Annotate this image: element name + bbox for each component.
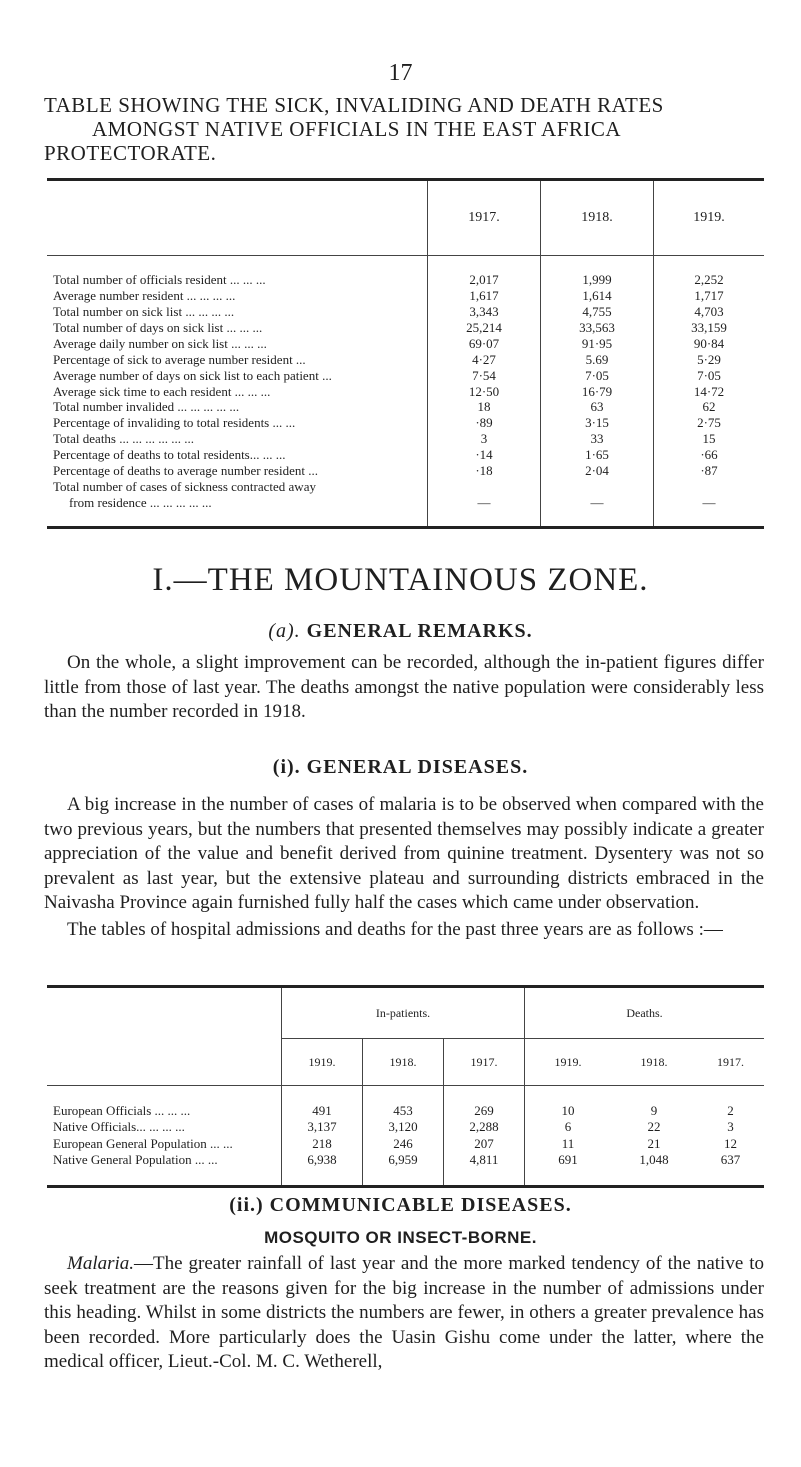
col-header: 1918. — [611, 1039, 697, 1086]
row-label: Total number on sick list ... ... ... ... — [53, 304, 235, 320]
row-label: Average sick time to each resident ... ... ... — [53, 383, 271, 399]
col-header: 1917. — [697, 1039, 764, 1086]
heading-text: GENERAL REMARKS. — [306, 620, 533, 642]
heading-general-remarks — [0, 620, 801, 643]
header-blank — [47, 987, 282, 1086]
cell: 90·84 — [654, 335, 765, 351]
cell: 62 — [654, 399, 765, 415]
row-label: Percentage of sick to average number resident ... — [53, 351, 306, 367]
table-row — [47, 1136, 764, 1153]
officials-rates-table — [47, 178, 764, 529]
table-row — [47, 383, 764, 399]
cell: 1,617 — [428, 288, 541, 304]
cell: 22 — [647, 1119, 661, 1135]
cell: — — [428, 494, 541, 510]
cell: 14·72 — [654, 383, 765, 399]
cell: 33,159 — [654, 320, 765, 336]
cell: 15 — [654, 431, 765, 447]
table-row — [47, 415, 764, 431]
row-label: European General Population ... ... — [53, 1135, 233, 1151]
heading-communicable-diseases: (ii.) COMMUNICABLE DISEASES. — [229, 1194, 572, 1216]
cell: 4,811 — [444, 1152, 525, 1169]
admissions-deaths-table — [47, 985, 764, 1188]
col-header-1917: 1917. — [428, 180, 541, 256]
group-header-deaths: Deaths. — [525, 987, 765, 1039]
row-label: Total number invalided ... ... ... ... ... — [53, 399, 240, 415]
cell: 4,755 — [541, 304, 654, 320]
title-line-2: AMONGST NATIVE OFFICIALS IN THE EAST AFRICA — [92, 117, 622, 141]
col-header: 1919. — [525, 1039, 612, 1086]
cell: 18 — [428, 399, 541, 415]
cell: 1,717 — [654, 288, 765, 304]
title-line-3: PROTECTORATE. — [44, 141, 217, 165]
cell: 1,614 — [541, 288, 654, 304]
cell: 6,959 — [363, 1152, 444, 1169]
cell: 246 — [363, 1136, 444, 1153]
header-blank — [47, 180, 428, 256]
cell: ·66 — [654, 447, 765, 463]
cell: 25,214 — [428, 320, 541, 336]
cell: 9 — [650, 1102, 658, 1118]
paragraph-general-diseases: A big increase in the number of cases of malaria is to be observed when compared with the two previous years, but the numbers that presented themselves may possibly indicate a greater appreciation of the value and benefit derived from quinine treatment. Dysentery was not so prevalent as last year, but the extensive plateau and surrounding districts embraced in the Naivasha Province again furnished fully half the cases which came under observation. — [44, 794, 764, 913]
cell: 6,938 — [282, 1152, 363, 1169]
row-label: from residence ... ... ... ... ... — [69, 494, 212, 510]
table-row — [47, 304, 764, 320]
heading-prefix: (a). — [268, 620, 301, 642]
cell: 16·79 — [541, 383, 654, 399]
cell: 7·05 — [654, 367, 765, 383]
title-line-1: TABLE SHOWING THE SICK, INVALIDING AND DEATH RATES — [44, 93, 664, 117]
col-header: 1917. — [444, 1039, 525, 1086]
table-row — [47, 335, 764, 351]
cell: 1·65 — [541, 447, 654, 463]
cell — [541, 478, 654, 494]
table-row — [47, 494, 764, 510]
table-row — [47, 1119, 764, 1136]
cell: 218 — [282, 1136, 363, 1153]
cell: 3,137 — [282, 1119, 363, 1136]
cell: — — [541, 494, 654, 510]
cell: 2,017 — [428, 272, 541, 288]
table-row — [47, 478, 764, 494]
row-label: Average number of days on sick list to each patient ... — [53, 367, 332, 383]
row-label: Total number of officials resident ... ... ... — [53, 272, 266, 288]
cell: 11 — [525, 1136, 612, 1153]
cell: 10 — [525, 1103, 612, 1120]
cell: 5·29 — [654, 351, 765, 367]
section-heading-zone: I.—THE MOUNTAINOUS ZONE. — [152, 562, 649, 598]
cell: 453 — [363, 1103, 444, 1120]
malaria-lead: Malaria. — [67, 1253, 135, 1274]
group-header-inpatients: In-patients. — [282, 987, 525, 1039]
cell — [654, 478, 765, 494]
row-label: Percentage of invaliding to total residents ... ... — [53, 415, 296, 431]
table-row — [47, 288, 764, 304]
cell: 2·75 — [654, 415, 765, 431]
paragraph-general-remarks: On the whole, a slight improvement can be recorded, although the in-patient figures differ little from those of last year. The deaths amongst the native population were considerably less than the number recorded in 1918. — [44, 652, 764, 722]
table-row — [47, 367, 764, 383]
cell: 7·05 — [541, 367, 654, 383]
cell: 1,999 — [541, 272, 654, 288]
cell: 2,252 — [654, 272, 765, 288]
cell: 6 — [525, 1119, 612, 1136]
cell: — — [654, 494, 765, 510]
paragraph-malaria — [44, 1252, 764, 1375]
heading-general-diseases: (i). GENERAL DISEASES. — [272, 756, 529, 778]
row-label: European Officials ... ... ... — [53, 1102, 191, 1118]
cell: 2,288 — [444, 1119, 525, 1136]
row-label: Percentage of deaths to average number resident ... — [53, 463, 318, 479]
cell: 5.69 — [541, 351, 654, 367]
row-label: Average number resident ... ... ... ... — [53, 288, 236, 304]
cell: 3 — [727, 1119, 734, 1135]
table-row — [47, 1152, 764, 1169]
row-label: Total deaths ... ... ... ... ... ... — [53, 431, 194, 447]
cell: 207 — [444, 1136, 525, 1153]
col-header-1918: 1918. — [541, 180, 654, 256]
cell: 33,563 — [541, 320, 654, 336]
row-label: Percentage of deaths to total residents... ... ... — [53, 447, 286, 463]
row-label: Average daily number on sick list ... ... ... — [53, 335, 267, 351]
cell: 7·54 — [428, 367, 541, 383]
row-label: Native Officials... ... ... ... — [53, 1119, 185, 1135]
row-label: Total number of days on sick list ... ... ... — [53, 320, 263, 335]
cell: ·18 — [428, 463, 541, 479]
cell: 12 — [724, 1135, 737, 1151]
cell: 691 — [525, 1152, 612, 1169]
cell: 3,120 — [363, 1119, 444, 1136]
cell: ·87 — [654, 463, 765, 479]
cell: 637 — [720, 1152, 741, 1168]
cell: 69·07 — [428, 335, 541, 351]
cell: 2 — [727, 1102, 734, 1118]
table-row — [47, 351, 764, 367]
cell: 3 — [428, 431, 541, 447]
cell: ·89 — [428, 415, 541, 431]
table-row — [47, 320, 764, 336]
heading-mosquito-borne: MOSQUITO OR INSECT-BORNE. — [264, 1228, 537, 1247]
cell: 3·15 — [541, 415, 654, 431]
col-header: 1919. — [282, 1039, 363, 1086]
cell: 491 — [282, 1103, 363, 1120]
row-label: Total number of cases of sickness contracted away — [53, 478, 316, 494]
cell: 33 — [541, 431, 654, 447]
paragraph-tables-intro: The tables of hospital admissions and deaths for the past three years are as follows :— — [67, 919, 723, 940]
page-number: 17 — [388, 60, 413, 86]
table-row — [47, 1103, 764, 1120]
table-row — [47, 399, 764, 415]
table-row — [47, 272, 764, 288]
cell: 2·04 — [541, 463, 654, 479]
row-label: Native General Population ... ... — [53, 1152, 218, 1168]
cell: 91·95 — [541, 335, 654, 351]
table-row — [47, 447, 764, 463]
cell: 269 — [444, 1103, 525, 1120]
table-row — [47, 431, 764, 447]
cell: 3,343 — [428, 304, 541, 320]
cell: 4·27 — [428, 351, 541, 367]
malaria-text: —The greater rainfall of last year and the more marked tendency of the native to seek treatment are the reasons given for the big increase in the number of admissions under this heading. Whilst in some districts the numbers are fewer, in others a greater prevalence has been recorded. More particularly does the Uasin Gishu come under the latter, where the medical officer, Lieut.-Col. M. C. Wetherell, — [44, 1253, 764, 1372]
cell: 21 — [647, 1135, 661, 1151]
cell: 12·50 — [428, 383, 541, 399]
col-header: 1918. — [363, 1039, 444, 1086]
cell: ·14 — [428, 447, 541, 463]
cell: 63 — [541, 399, 654, 415]
table-row — [47, 463, 764, 479]
col-header-1919: 1919. — [654, 180, 765, 256]
cell — [428, 478, 541, 494]
cell: 4,703 — [654, 304, 765, 320]
table-title — [44, 93, 764, 165]
cell: 1,048 — [639, 1152, 669, 1168]
